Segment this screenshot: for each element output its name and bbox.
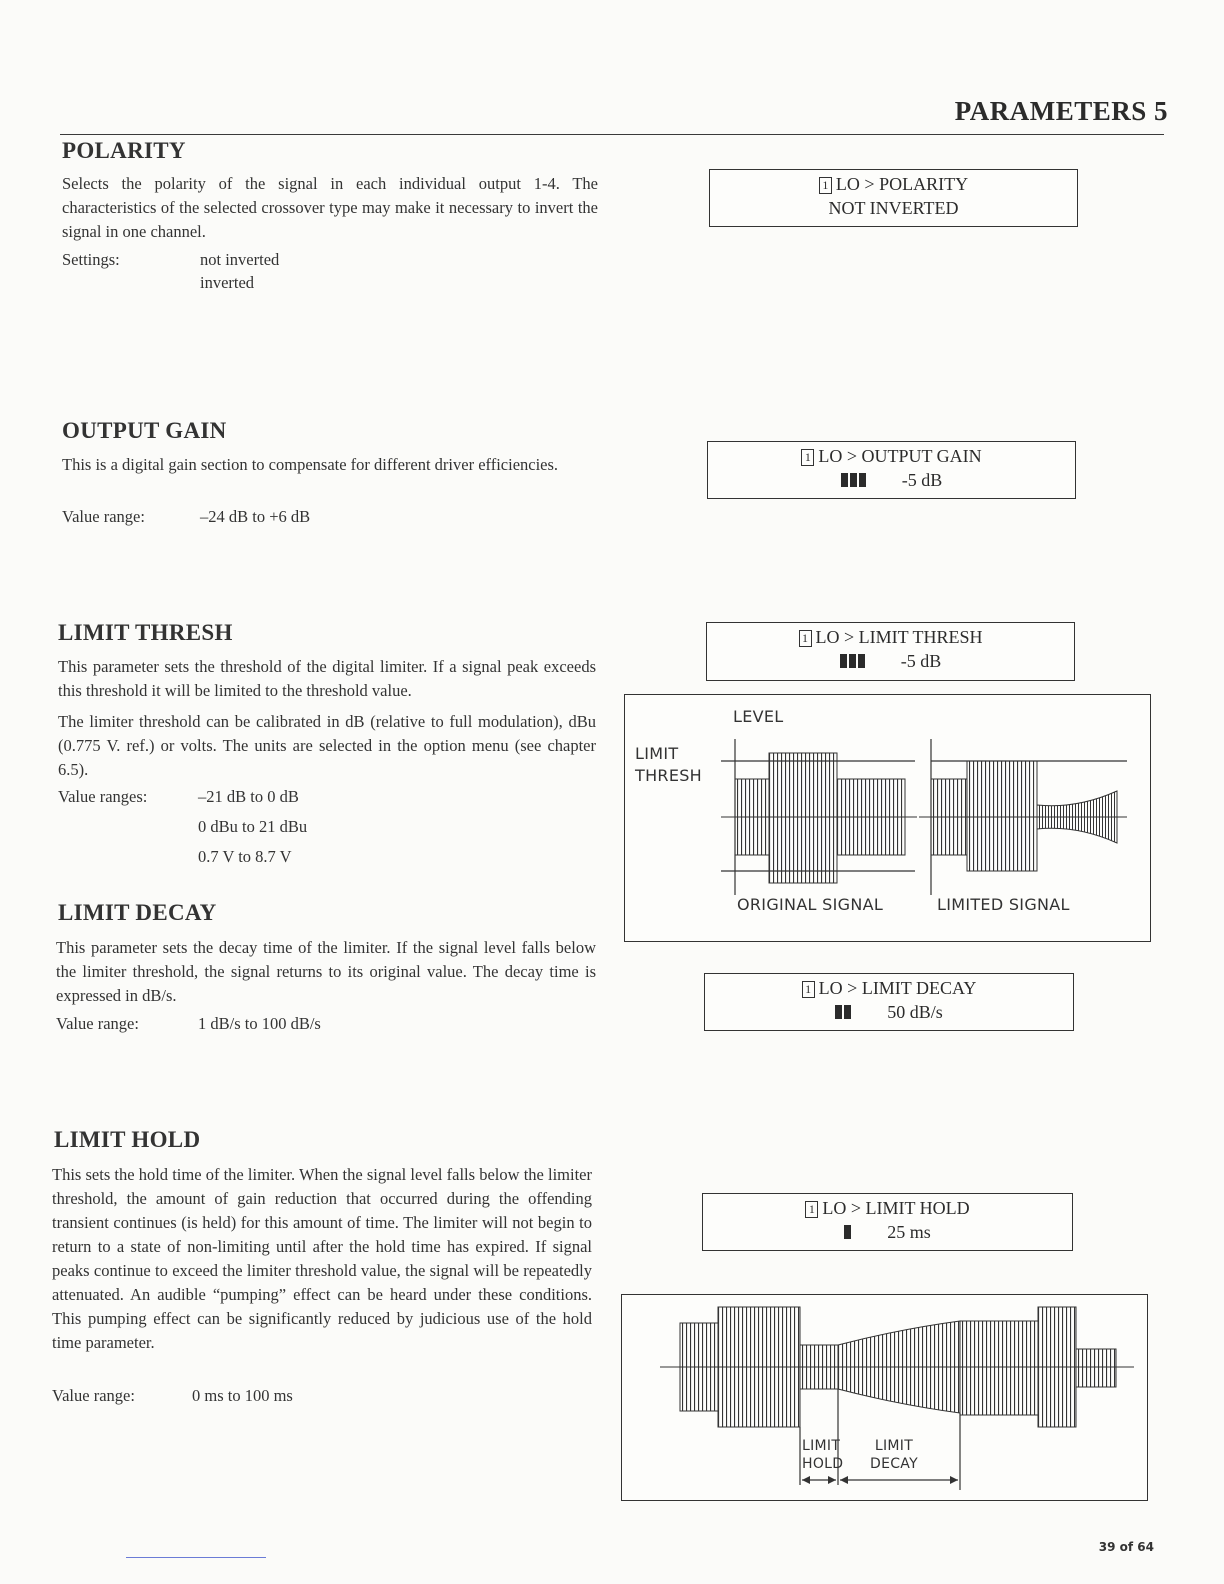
limit-thresh-label [635,743,702,787]
page-number: 39 of 64 [1098,1540,1154,1554]
channel-number: 1 [802,981,815,998]
range-label: Value range: [62,507,145,526]
display-line1: LO > LIMIT DECAY [818,978,977,998]
output-gain-range [62,507,462,527]
limit-thresh-label-line1: LIMIT [635,744,679,763]
limit-hold-label [802,1437,843,1473]
channel-number: 1 [801,449,814,466]
chapter-title: PARAMETERS 5 [954,96,1168,126]
display-line1: LO > LIMIT THRESH [815,627,983,647]
range-label: Value range: [56,1014,139,1033]
output-gain-display [707,441,1076,499]
limit-decay-label [870,1437,918,1473]
header-rule [60,134,1164,135]
level-segments-icon [840,651,867,671]
display-line1: LO > OUTPUT GAIN [818,446,982,466]
channel-number: 1 [819,177,832,194]
channel-number: 1 [805,1201,818,1218]
limit-thresh-ranges [58,787,458,866]
range-value: –21 dB to 0 dB [198,787,299,806]
display-value: -5 dB [900,651,942,671]
display-value: 25 ms [887,1222,931,1242]
limit-thresh-units: The limiter threshold can be calibrated in dB (relative to full modulation), dBu (0.775 V. ref.) or volts. The units are selected in the option menu (see chapter 6.5). [58,712,596,779]
limit-hold-range [52,1386,452,1406]
display-value: -5 dB [901,470,943,490]
output-gain-heading: OUTPUT GAIN [62,418,227,443]
limit-decay-display [704,973,1074,1031]
setting-option: inverted [200,273,255,292]
range-value: 0.7 V to 8.7 V [198,847,292,866]
polarity-display [709,169,1078,227]
footer-link-line [126,1557,266,1558]
level-axis-label: LEVEL [733,707,784,726]
polarity-settings [62,250,462,292]
display-line1: LO > LIMIT HOLD [822,1198,970,1218]
polarity-heading: POLARITY [62,138,186,163]
limit-decay-label-line2: DECAY [870,1456,918,1472]
limit-thresh-description: This parameter sets the threshold of the digital limiter. If a signal peak exceeds this threshold it will be limited to the threshold value. [58,657,596,700]
limit-decay-range [56,1014,456,1034]
limiter-threshold-diagram [624,694,1151,942]
limit-thresh-label-line2: THRESH [635,766,703,785]
original-signal-label: ORIGINAL SIGNAL [737,895,884,914]
polarity-description: Selects the polarity of the signal in each individual output 1-4. The characteristics of the selected crossover type may make it necessary to invert the signal in one channel. [62,174,598,241]
display-line2: NOT INVERTED [828,198,959,218]
range-value: –24 dB to +6 dB [200,507,311,526]
limit-hold-label-line2: HOLD [802,1456,844,1472]
limit-decay-description: This parameter sets the decay time of the limiter. If the signal level falls below the limiter threshold, the signal returns to its original value. The decay time is expressed in dB/s. [56,938,596,1005]
display-value: 50 dB/s [887,1002,943,1022]
output-gain-description: This is a digital gain section to compensate for different driver efficiencies. [62,455,559,474]
limiter-waveform-graphic [625,695,1150,941]
display-line1: LO > POLARITY [835,174,969,194]
limit-decay-heading: LIMIT DECAY [58,900,217,925]
level-segments-icon [835,1002,853,1022]
limited-signal-label: LIMITED SIGNAL [937,895,1070,914]
level-segments-icon [841,470,868,490]
limit-hold-decay-diagram [621,1294,1148,1501]
limit-hold-display [702,1193,1073,1251]
channel-number: 1 [799,630,812,647]
level-segments-icon [844,1222,853,1242]
range-label: Value range: [52,1386,135,1405]
limit-hold-heading: LIMIT HOLD [54,1127,201,1152]
range-value: 0 ms to 100 ms [192,1386,293,1405]
range-value: 1 dB/s to 100 dB/s [198,1014,321,1033]
range-label: Value ranges: [58,787,148,806]
limit-thresh-heading: LIMIT THRESH [58,620,233,645]
limit-hold-label-line1: LIMIT [802,1438,841,1454]
setting-option: not inverted [200,250,280,269]
limit-decay-label-line1: LIMIT [874,1438,914,1454]
range-value: 0 dBu to 21 dBu [198,817,308,836]
settings-label: Settings: [62,250,120,269]
limit-hold-description: This sets the hold time of the limiter. When the signal level falls below the limiter threshold, the amount of gain reduction that occurred during the offending transient continues (is held) for this amount of time. The limiter will not begin to return to a state of non-limiting until after the hold time has expired. If signal peaks continue to exceed the limiter threshold value, the signal will be repeatedly attenuated. An audible “pumping” effect can be heard under these conditions. This pumping effect can be significantly reduced by judicious use of the hold time parameter. [52,1165,592,1352]
limit-thresh-display [706,622,1075,681]
